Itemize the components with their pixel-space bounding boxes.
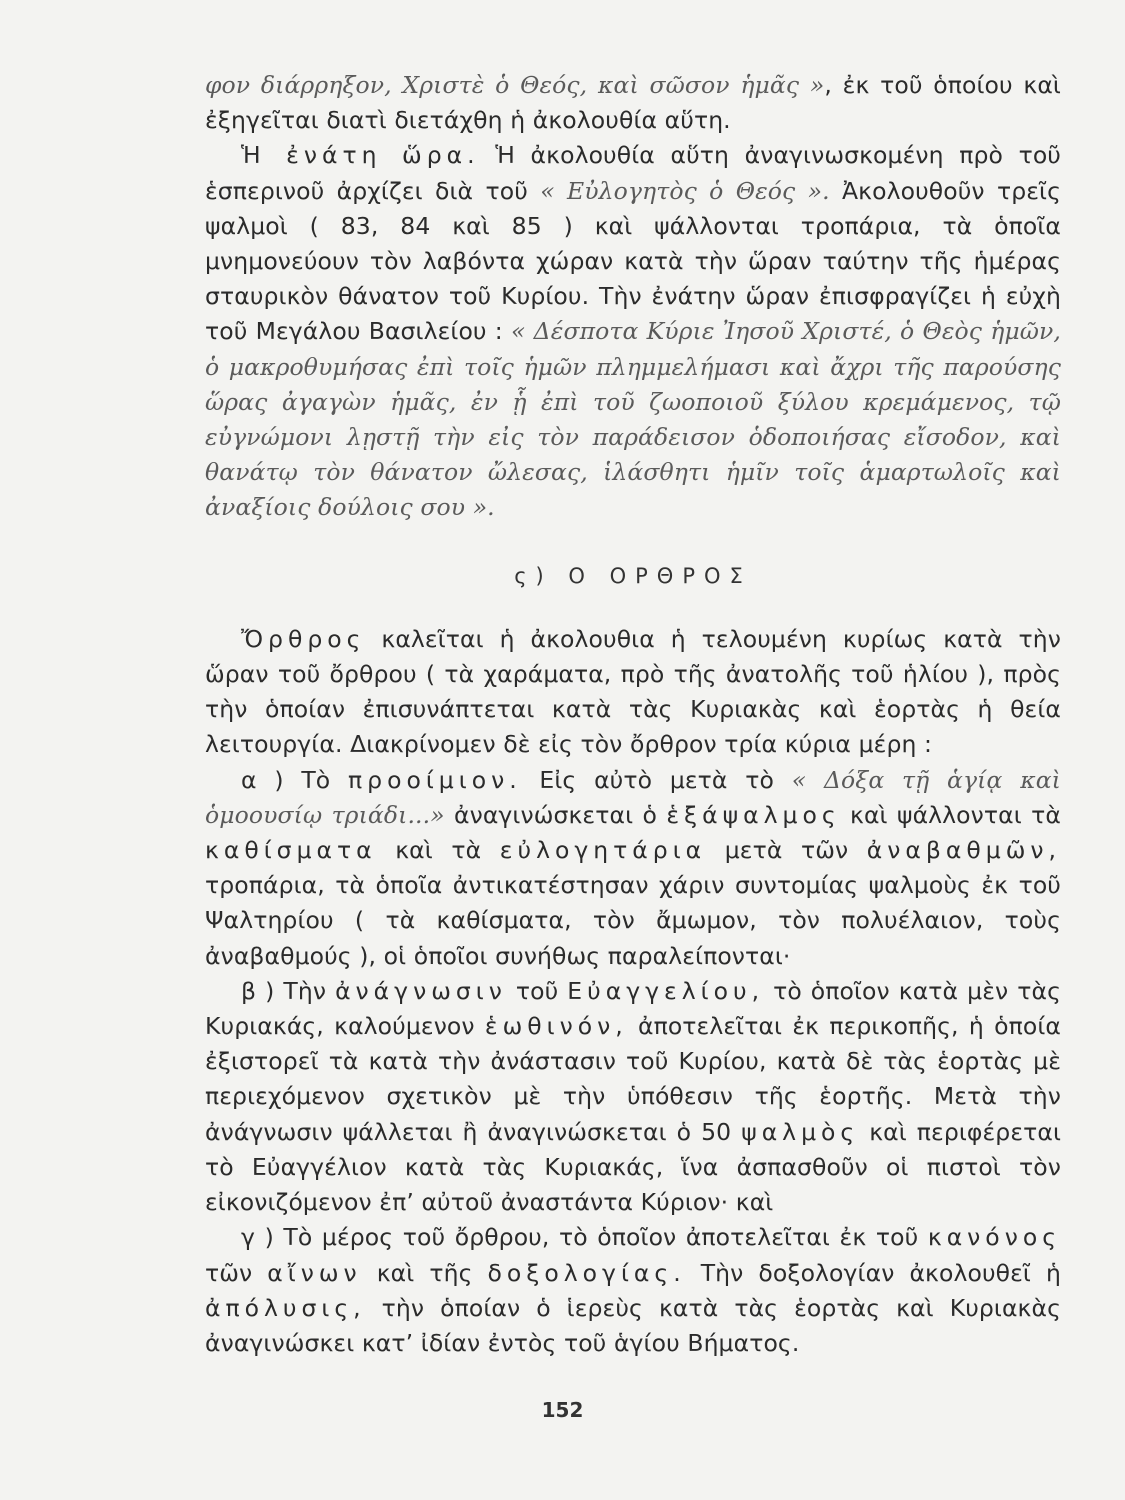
spaced-term: καθίσματα <box>205 836 377 865</box>
body-text <box>205 68 1061 1361</box>
text-run: καὶ ψάλλονται τὰ <box>840 800 1061 829</box>
quote-italic: φον διάρρηξον, Χριστὲ ὁ Θεός, καὶ σῶσον ἡμᾶς » <box>205 71 825 99</box>
spaced-term: ἑωθινόν, <box>484 1012 628 1041</box>
text-run: τὴν ὁποίαν ὁ ἱερεὺς κατὰ τὰς ἑορτὰς καὶ Κυριακὰς ἀναγινώσκει κατ’ ἰδίαν ἐντὸς τοῦ ἁγίου Βήματος. <box>205 1293 1061 1357</box>
text-run: τὸ ὁποῖον κατὰ μὲν τὰς Κυριακάς, καλούμενον <box>205 976 1061 1041</box>
paragraph-part-c <box>205 1220 1061 1361</box>
spaced-term: εὐλογητάρια <box>499 836 707 865</box>
text-run: τοῦ <box>506 976 568 1005</box>
spaced-term: ψαλμὸς <box>741 1117 860 1146</box>
spaced-term: ἀπόλυσις, <box>205 1293 366 1322</box>
text-run: ἀναγινώσκεται ὁ <box>444 800 667 829</box>
text-run: γ ) Τὸ μέρος τοῦ ὄρθρου, τὸ ὁποῖον ἀποτελεῖται ἐκ τοῦ <box>241 1223 928 1252</box>
spaced-term: Ὄρθρος <box>241 624 366 653</box>
text-run: Ἡ ἀκολουθία αὕτη ἀναγινωσκομένη πρὸ τοῦ ἑσπερινοῦ ἀρχίζει διὰ τοῦ <box>205 141 1062 205</box>
spaced-term: κανόνος <box>927 1223 1061 1252</box>
spaced-term: ἀνάγνωσιν <box>335 976 507 1005</box>
quote-italic: « Δόξα τῇ ἁγίᾳ καὶ ὁμοουσίῳ τριάδι...» <box>205 765 1061 829</box>
text-run: καὶ περιφέρεται τὸ Εὐαγγέλιον κατὰ τὰς Κυριακάς, ἵνα ἀσπασθοῦν οἱ πιστοὶ τὸν εἰκονιζόμενον ἐπ’ αὐτοῦ ἀναστάντα Κύριον· καὶ <box>205 1117 1062 1217</box>
spaced-term: ἀναβαθμῶν, <box>866 836 1061 865</box>
paragraph-ninth-hour <box>205 138 1061 525</box>
spaced-term: δοξολογίας. <box>487 1258 686 1287</box>
paragraph-part-a <box>205 763 1061 974</box>
text-run: καὶ τῆς <box>361 1258 488 1287</box>
paragraph-orthros <box>205 622 1061 763</box>
text-run: , ἐκ τοῦ ὁποίου καὶ ἐξηγεῖται διατὶ διετάχθη ἡ ἀκολουθία αὕτη. <box>205 71 1061 135</box>
text-run: α ) Τὸ <box>241 765 349 794</box>
text-run: μετὰ τῶν <box>706 836 867 865</box>
text-run: ἀποτελεῖται ἐκ περικοπῆς, ἡ ὁποία ἐξιστορεῖ τὰ κατὰ τὴν ἀνάστασιν τοῦ Κυρίου, κατὰ δὲ τὰς ἑορτὰς μὲ περιεχόμενον σχετικὸν μὲ τὴν ὑπόθεσιν τῆς ἑορτῆς. Μετὰ τὴν ἀνάγνωσιν ψάλλεται ἢ ἀναγινώσκεται ὁ 50 <box>205 1012 1061 1146</box>
spaced-term: Ἡ ἐνάτη ὥρα. <box>241 141 480 170</box>
section-heading: ς) Ο ΟΡΘΡΟΣ <box>514 563 752 588</box>
text-run: καλεῖται ἡ ἀκολουθια ἡ τελουμένη κυρίως κατὰ τὴν ὥραν τοῦ ὄρθρου ( τὰ χαράματα, πρὸ τῆς ἀνατολῆς τοῦ ἡλίου ), πρὸς τὴν ὁποίαν ἐπισυνάπτεται κατὰ τὰς Κυριακὰς καὶ ἑορτὰς ἡ θεία λειτουργία. Διακρίνομεν δὲ εἰς τὸν ὄρθρον τρία κύρια μέρη : <box>205 624 1061 759</box>
quote-italic: « Εὐλογητὸς ὁ Θεός ». <box>540 176 830 205</box>
text-run: β ) Τὴν <box>241 976 336 1005</box>
spaced-term: προοίμιον. <box>348 765 522 794</box>
text-run: Ἀκολουθοῦν τρεῖς ψαλμοὶ ( 83, 84 καὶ 85 ) καὶ ψάλλονται τροπάρια, τὰ ὁποῖα μνημονεύουν τὸν λαβόντα χώραν κατὰ τὴν ὥραν ταύτην τῆς ἡμέρας σταυρικὸν θάνατον τοῦ Κυρίου. Τὴν ἐνάτην ὥραν ἐπισφραγίζει ἡ εὐχὴ τοῦ Μεγάλου Βασιλείου : <box>205 176 1061 346</box>
paragraph-part-b <box>205 974 1061 1220</box>
text-run: τροπάρια, τὰ ὁποῖα ἀντικατέστησαν χάριν συντομίας ψαλμοὺς ἐκ τοῦ Ψαλτηρίου ( τὰ καθίσματα, τὸν ἄμωμον, τὸν πολυέλαιον, τοὺς ἀναβαθμούς ), οἱ ὁποῖοι συνήθως παραλείπονται· <box>205 871 1061 970</box>
spaced-term: αἴνων <box>267 1258 362 1287</box>
quote-italic-prayer: « Δέσποτα Κύριε Ἰησοῦ Χριστέ, ὁ Θεὸς ἡμῶν, ὁ μακροθυμήσας ἐπὶ τοῖς ἡμῶν πλημμελήμασι καὶ ἄχρι τῆς παρούσης ὥρας ἀγαγὼν ἡμᾶς, ἐν ᾗ ἐπὶ τοῦ ζωοποιοῦ ξύλου κρεμάμενος, τῷ εὐγνώμονι λῃστῇ τὴν εἰς τὸν παράδεισον ὁδοποιήσας εἴσοδον, καὶ θανάτῳ τὸν θάνατον ὤλεσας, ἱλάσθητι ἡμῖν τοῖς ἁμαρτωλοῖς καὶ ἀναξίοις δούλοις σου ». <box>205 317 1061 522</box>
spaced-term: ἑξάψαλμος <box>666 800 841 829</box>
text-run: τῶν <box>205 1258 268 1287</box>
text-run: καὶ τὰ <box>376 836 500 865</box>
spaced-term: Εὐαγγελίου, <box>567 976 765 1005</box>
paragraph-prayer-continuation <box>205 68 1061 138</box>
text-run: Εἰς αὐτὸ μετὰ τὸ <box>521 765 792 794</box>
page-number: 152 <box>541 1398 584 1422</box>
text-run: Τὴν δοξολογίαν ἀκολουθεῖ ἡ <box>685 1258 1062 1287</box>
